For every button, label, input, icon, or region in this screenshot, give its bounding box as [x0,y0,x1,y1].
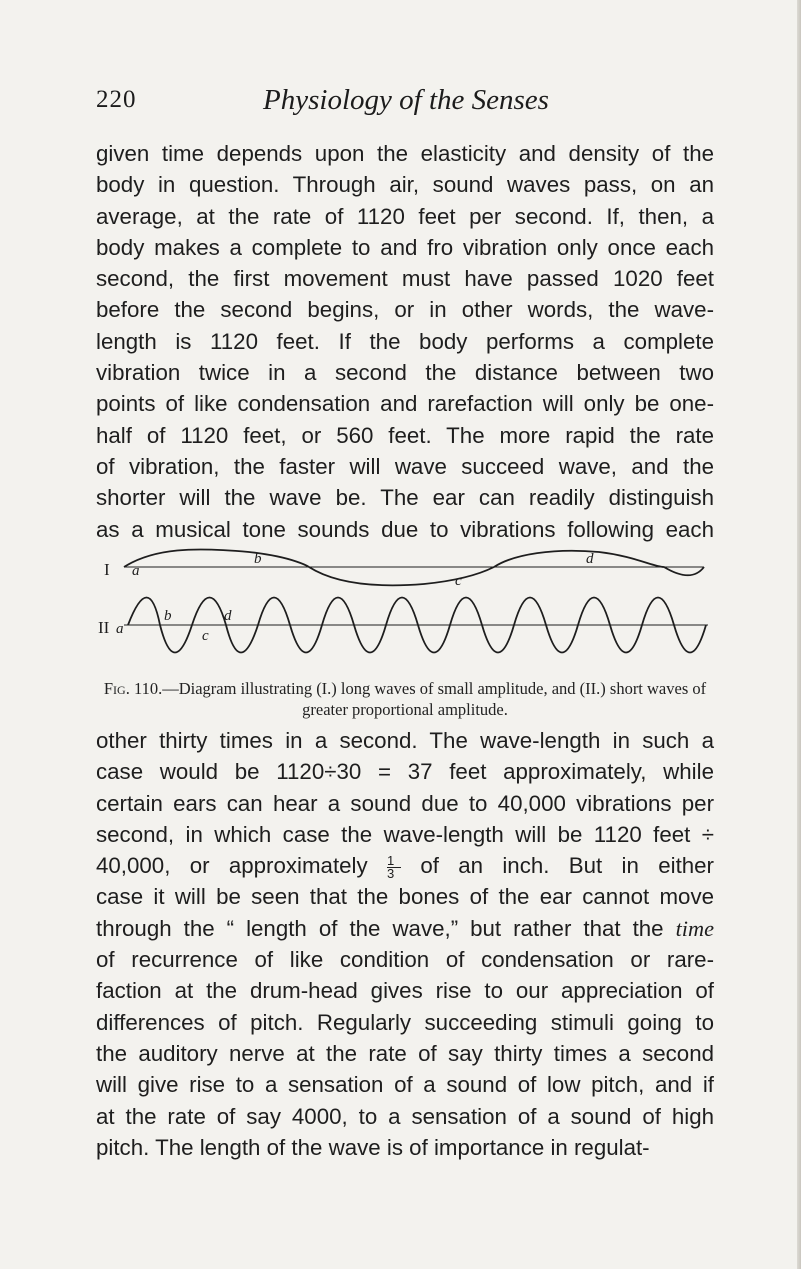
wave-diagram [98,550,724,680]
wave-II-letter: c [202,628,209,644]
text-line: certain ears can hear a sound due to 40,000 vibrations per [96,790,714,816]
text-line: body makes a complete to and fro vibration only once each [96,234,714,260]
wave-I-letter: c [455,573,462,589]
fraction-numerator: 1 [387,855,401,868]
text-line: will give rise to a sensation of a sound of low pitch, and if [96,1072,714,1098]
page-edge [797,0,801,1269]
text-line: length is 1120 feet. If the body performs a complete [96,328,714,354]
text-line: average, at the rate of 1120 feet per second. If, then, a [96,203,714,229]
wave-II-letter: d [224,608,232,624]
caption-text: —Diagram illustrating (I.) long waves of small amplitude, and (II.) short waves of greater proportional amplitude. [162,679,707,719]
text-line: case it will be seen that the bones of the ear cannot move [96,884,714,910]
text-line: case would be 1120÷30 = 37 feet approximately, while [96,759,714,785]
figure-110 [98,550,724,680]
running-title: Physiology of the Senses [263,84,549,116]
text-line: the auditory nerve at the rate of say thirty times a second [96,1040,714,1066]
text-line: shorter will the wave be. The ear can readily distinguish [96,485,714,511]
wave-I-letter: a [132,563,140,579]
wave-II-letter: b [164,608,172,624]
wave-I-letter: d [586,551,594,567]
text-line: differences of pitch. Regularly succeeding stimuli going to [96,1009,714,1035]
paragraph-2 [96,725,714,1163]
text-line: body in question. Through air, sound waves pass, on an [96,172,714,198]
fraction-denominator: 3 [386,865,395,881]
text-line: vibration twice in a second the distance between two [96,360,714,386]
text-line: of vibration, the faster will wave succeed wave, and the [96,453,714,479]
row-label-II: II [98,618,110,637]
text-line: second, the first movement must have passed 1020 feet [96,266,714,292]
row-label-I: I [104,560,110,579]
text-line: other thirty times in a second. The wave-length in such a [96,728,714,753]
text-line: as a musical tone sounds due to vibrations following each [96,516,714,542]
text-line: points of like condensation and rarefaction will only be one- [96,391,714,417]
text-line-with-italic [96,913,714,944]
paragraph-1 [96,138,714,545]
text-line: given time depends upon the elasticity and density of the [96,141,714,166]
text-line: second, in which case the wave-length will be 1120 feet ÷ [96,821,714,847]
text-line: before the second begins, or in other words, the wave- [96,297,714,323]
italic-word: time [675,915,714,941]
page-header [96,86,708,126]
wave-II-letter: a [116,621,124,637]
text-line-with-fraction [96,850,714,881]
fraction [386,852,401,881]
text-fragment: of an inch. But in either [420,853,714,879]
page-number: 220 [96,86,137,113]
figure-label: Fig. 110. [103,679,163,698]
text-line: at the rate of say 4000, to a sensation of a sound of high [96,1103,714,1129]
text-fragment: through the “ length of the wave,” but rather that the [96,915,664,941]
text-line: half of 1120 feet, or 560 feet. The more rapid the rate [96,422,714,448]
text-line: of recurrence of like condition of condensation or rare- [96,947,714,973]
wave-I-letter: b [254,551,262,567]
text-line: pitch. The length of the wave is of importance in regulat- [96,1134,650,1160]
figure-caption [96,678,714,720]
text-fragment: 40,000, or approximately [96,853,368,879]
text-line: faction at the drum-head gives rise to our appreciation of [96,978,714,1004]
